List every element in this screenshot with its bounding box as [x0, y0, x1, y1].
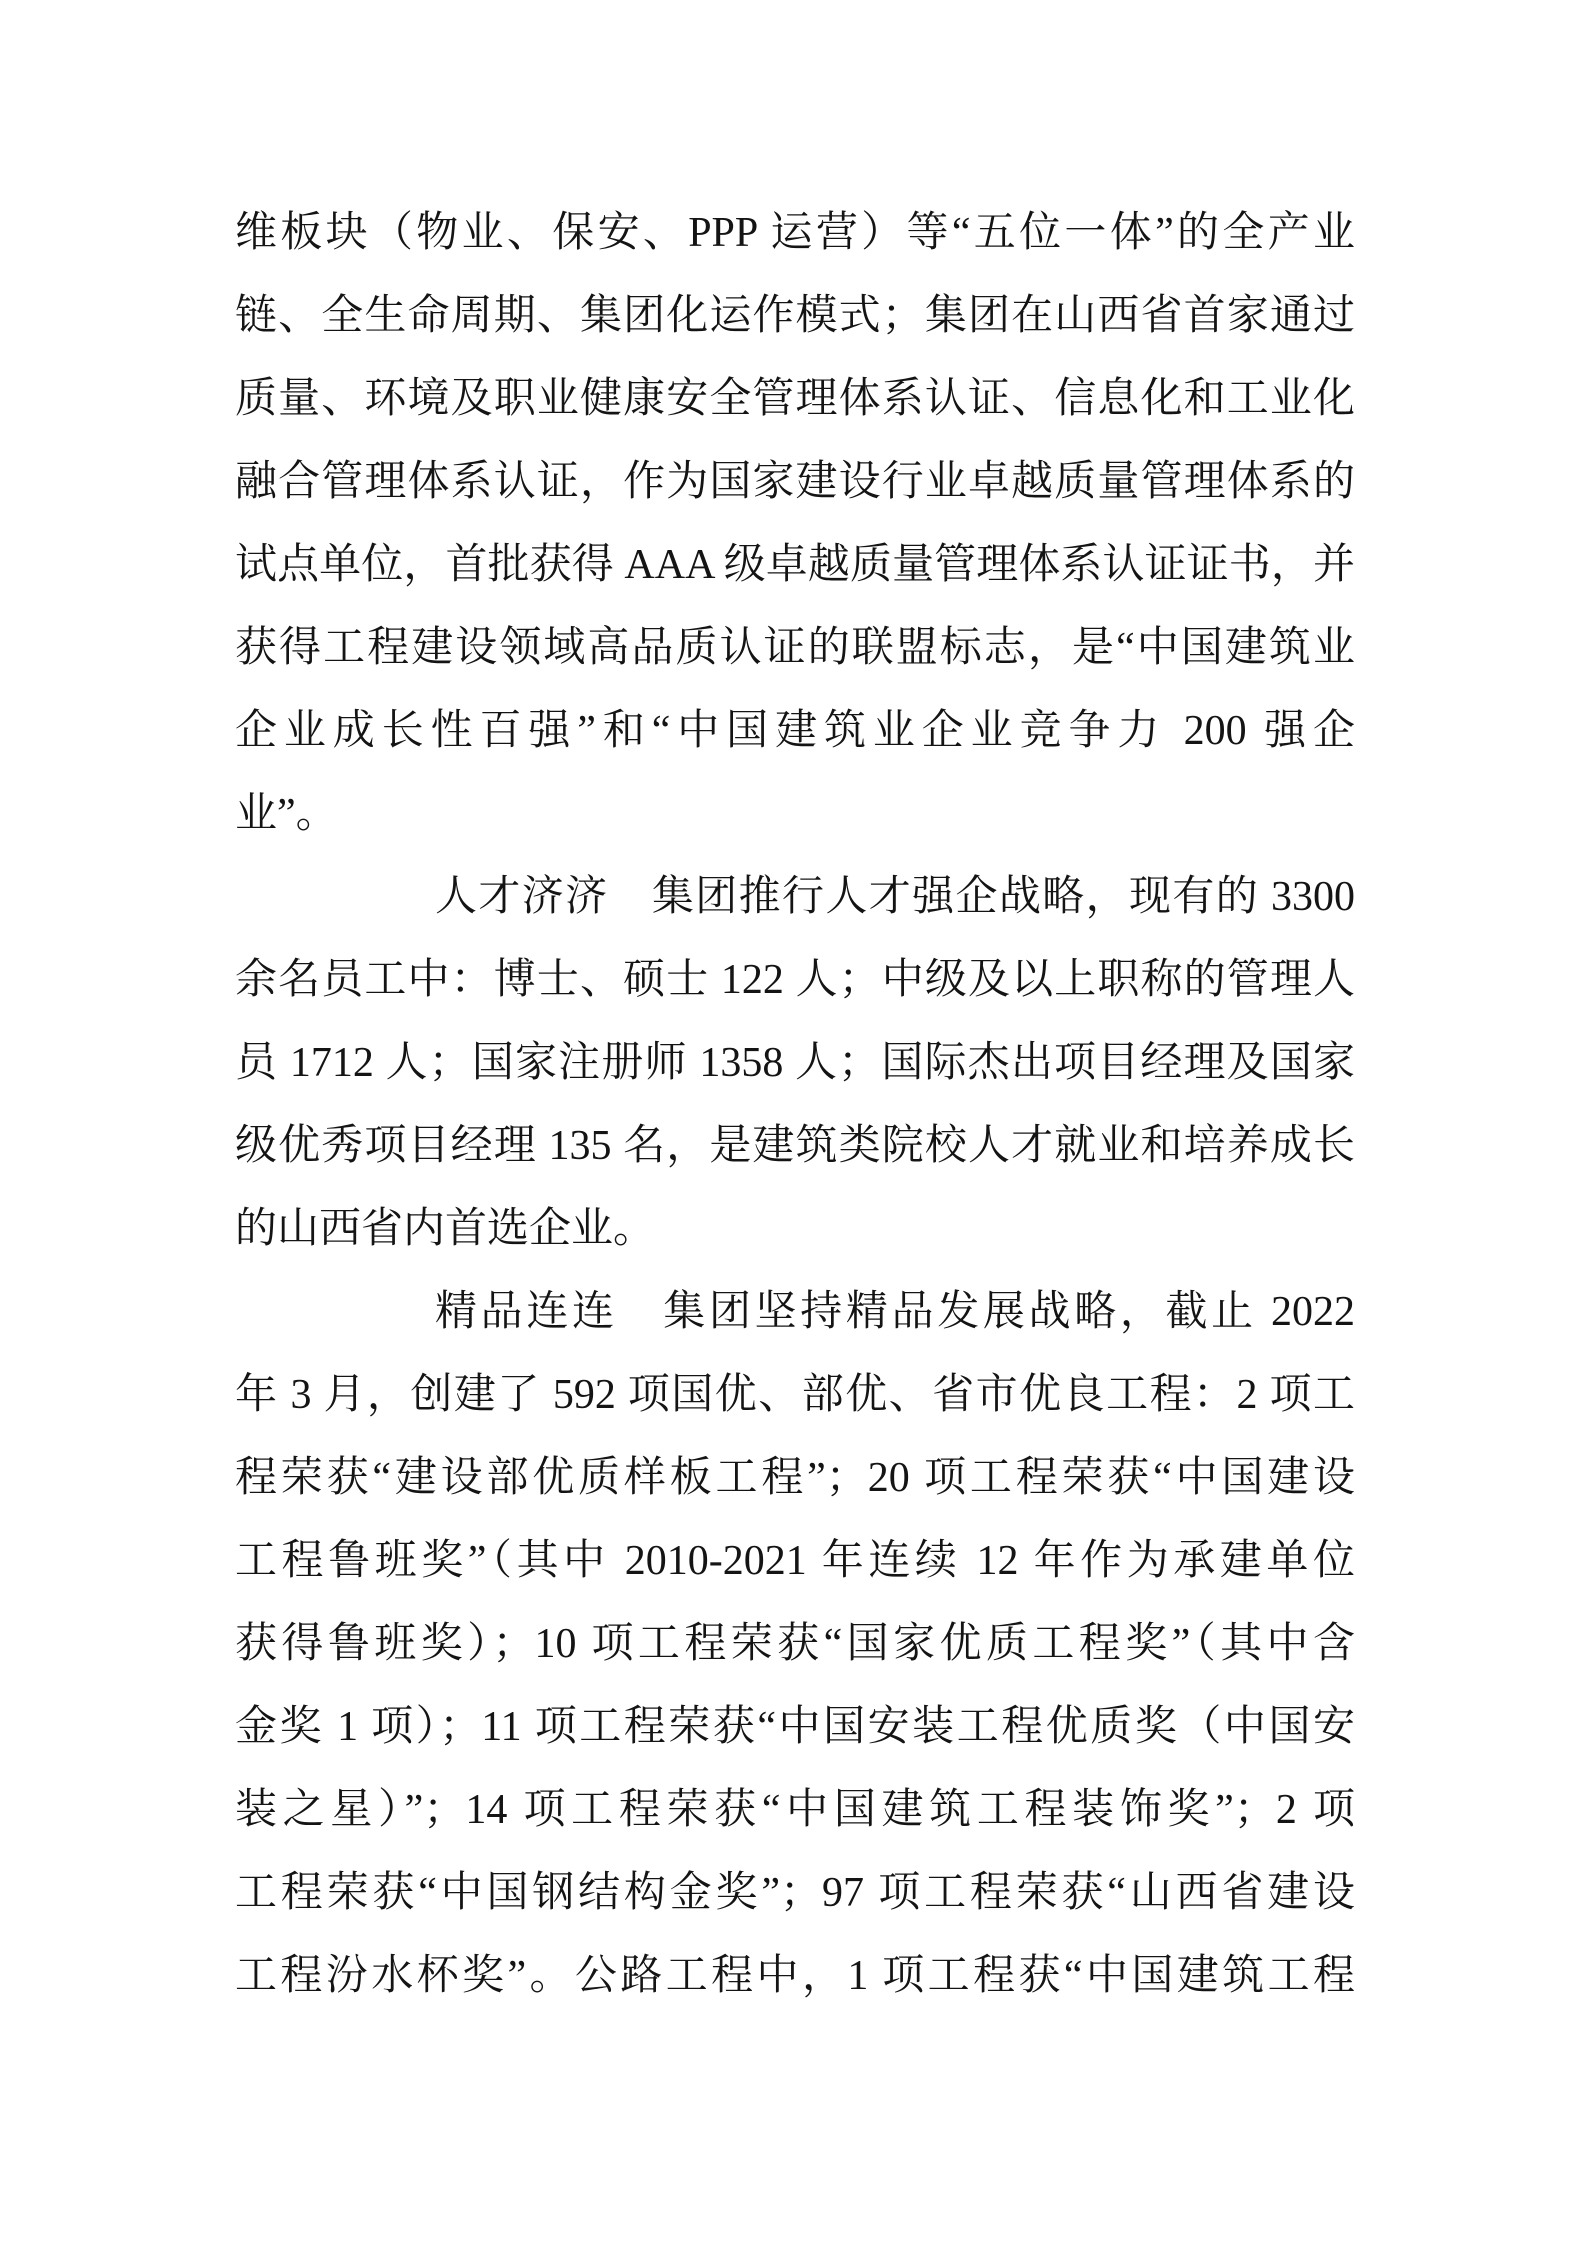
body-line: 质量、环境及职业健康安全管理体系认证、信息化和工业化	[235, 376, 1355, 422]
body-line: 程荣获“建设部优质样板工程”；20 项工程荣获“中国建设	[235, 1455, 1355, 1501]
body-line: 员 1712 人；国家注册师 1358 人；国际杰出项目经理及国家	[235, 1040, 1355, 1086]
paragraph-3-awards	[235, 1271, 1355, 2018]
body-line: 装之星）”；14 项工程荣获“中国建筑工程装饰奖”；2 项	[235, 1787, 1355, 1833]
body-line: 链、全生命周期、集团化运作模式；集团在山西省首家通过	[235, 293, 1355, 339]
paragraph-1	[235, 192, 1355, 856]
body-line: 余名员工中：博士、硕士 122 人；中级及以上职称的管理人	[235, 957, 1355, 1003]
body-line: 精品连连 集团坚持精品发展战略，截止 2022	[435, 1289, 1355, 1335]
body-line: 维板块（物业、保安、PPP 运营）等“五位一体”的全产业	[235, 210, 1355, 256]
body-line: 工程荣获“中国钢结构金奖”；97 项工程荣获“山西省建设	[235, 1870, 1355, 1916]
body-line: 业”。	[235, 791, 338, 837]
body-line: 级优秀项目经理 135 名，是建筑类院校人才就业和培养成长	[235, 1123, 1355, 1169]
body-line: 企业成长性百强”和“中国建筑业企业竞争力 200 强企	[235, 708, 1355, 754]
paragraph-2-talent	[235, 856, 1355, 1271]
body-line: 工程汾水杯奖”。公路工程中，1 项工程获“中国建筑工程	[235, 1953, 1355, 1999]
body-line: 获得鲁班奖）；10 项工程荣获“国家优质工程奖”（其中含	[235, 1621, 1355, 1667]
body-line: 融合管理体系认证，作为国家建设行业卓越质量管理体系的	[235, 459, 1355, 505]
body-line: 试点单位，首批获得 AAA 级卓越质量管理体系认证证书，并	[235, 542, 1355, 588]
body-line: 的山西省内首选企业。	[235, 1206, 656, 1252]
body-line: 人才济济 集团推行人才强企战略，现有的 3300	[435, 874, 1355, 920]
body-line: 年 3 月，创建了 592 项国优、部优、省市优良工程：2 项工	[235, 1372, 1355, 1418]
body-line: 金奖 1 项）；11 项工程荣获“中国安装工程优质奖（中国安	[235, 1704, 1355, 1750]
document-text-block	[235, 192, 1355, 2018]
body-line: 工程鲁班奖”（其中 2010-2021 年连续 12 年作为承建单位	[235, 1538, 1355, 1584]
body-line: 获得工程建设领域高品质认证的联盟标志，是“中国建筑业	[235, 625, 1355, 671]
